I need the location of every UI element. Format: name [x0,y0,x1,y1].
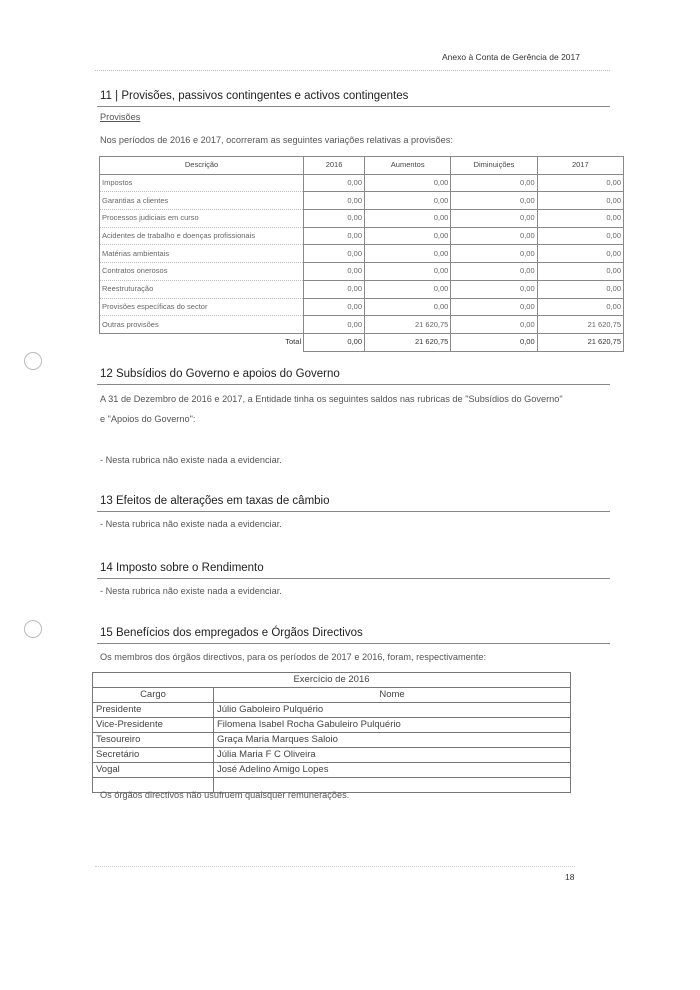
provision-value: 0,00 [304,192,365,210]
provision-value: 21 620,75 [365,316,451,334]
section-15-rule [97,643,610,644]
col-header-description: Descrição [100,157,304,175]
section-11-intro: Nos períodos de 2016 e 2017, ocorreram as seguintes variações relativas a provisões: [100,135,453,145]
section-12-rule [97,384,610,385]
board-members-table [92,672,571,793]
provisions-row [100,174,624,192]
punch-hole-mark [24,620,42,638]
board-member-row [93,733,571,748]
board-member-name: Graça Maria Marques Saloio [214,733,571,748]
section-12-note: - Nesta rubrica não existe nada a evidenciar. [100,455,282,465]
provision-value: 0,00 [304,245,365,263]
provision-value: 0,00 [365,227,451,245]
board-member-role: Tesoureiro [93,733,214,748]
section-13-title: 13 Efeitos de alterações em taxas de câmbio [100,495,330,507]
provision-value: 0,00 [537,210,623,228]
board-member-row [93,748,571,763]
provisions-header-row [100,157,624,175]
board-member-name: Júlio Gaboleiro Pulquério [214,703,571,718]
page-number: 18 [565,872,575,882]
provision-value: 0,00 [451,298,537,316]
board-caption-row [93,673,571,688]
provision-value: 0,00 [537,174,623,192]
header-divider [95,70,610,71]
provision-value: 0,00 [365,263,451,281]
col-header-name: Nome [214,688,571,703]
punch-hole-mark [24,352,42,370]
section-12-text-line2: e "Apoios do Governo": [100,414,196,424]
provision-value: 0,00 [365,174,451,192]
provision-description: Matérias ambientais [100,245,304,263]
provision-description: Processos judiciais em curso [100,210,304,228]
provision-value: 0,00 [304,316,365,334]
provision-value: 0,00 [451,192,537,210]
provision-value: 0,00 [451,227,537,245]
section-14-note: - Nesta rubrica não existe nada a evidenciar. [100,586,282,596]
provisions-row [100,245,624,263]
section-12-title: 12 Subsídios do Governo e apoios do Governo [100,368,340,380]
total-2016: 0,00 [304,333,365,351]
provisions-row [100,210,624,228]
provision-value: 0,00 [365,298,451,316]
provision-value: 0,00 [537,298,623,316]
board-caption: Exercício de 2016 [93,673,571,688]
footer-divider [95,866,575,867]
provisions-row [100,316,624,334]
section-11-subtitle: Provisões [100,112,141,122]
provision-value: 0,00 [451,263,537,281]
total-decreases: 0,00 [451,333,537,351]
provision-description: Contratos onerosos [100,263,304,281]
provision-value: 0,00 [304,227,365,245]
provision-description: Reestruturação [100,280,304,298]
provision-value: 0,00 [451,245,537,263]
provision-value: 0,00 [365,192,451,210]
board-member-role: Vogal [93,763,214,778]
board-header-row [93,688,571,703]
total-label: Total [100,333,304,351]
provision-value: 0,00 [304,210,365,228]
col-header-2016: 2016 [304,157,365,175]
provisions-total-row [100,333,624,351]
board-member-role: Secretário [93,748,214,763]
provision-value: 0,00 [537,192,623,210]
provision-value: 0,00 [304,174,365,192]
col-header-2017: 2017 [537,157,623,175]
provision-description: Acidentes de trabalho e doenças profissionais [100,227,304,245]
board-member-role: Vice-Presidente [93,718,214,733]
provisions-table [99,156,624,352]
provision-value: 0,00 [537,227,623,245]
provision-description: Impostos [100,174,304,192]
section-15-title: 15 Benefícios dos empregados e Órgãos Directivos [100,627,363,639]
provision-value: 0,00 [537,280,623,298]
provision-value: 0,00 [304,280,365,298]
board-member-row [93,703,571,718]
section-11-rule [97,106,610,107]
provision-value: 0,00 [304,263,365,281]
provision-description: Outras provisões [100,316,304,334]
col-header-role: Cargo [93,688,214,703]
section-15-intro: Os membros dos órgãos directivos, para os períodos de 2017 e 2016, foram, respectivamente: [100,652,487,662]
provision-value: 0,00 [451,210,537,228]
provisions-row [100,227,624,245]
board-member-row [93,763,571,778]
section-11-title: 11 | Provisões, passivos contingentes e activos contingentes [100,90,409,102]
provision-value: 0,00 [365,280,451,298]
board-member-name: José Adelino Amigo Lopes [214,763,571,778]
total-2017: 21 620,75 [537,333,623,351]
board-member-row [93,718,571,733]
provision-value: 0,00 [537,263,623,281]
provision-value: 0,00 [451,280,537,298]
provisions-row [100,298,624,316]
provision-value: 0,00 [304,298,365,316]
col-header-decreases: Diminuições [451,157,537,175]
board-member-name: Filomena Isabel Rocha Gabuleiro Pulquério [214,718,571,733]
section-12-text-line1: A 31 de Dezembro de 2016 e 2017, a Entidade tinha os seguintes saldos nas rubricas de "Subsídios do Governo" [100,394,563,404]
section-15-closing: Os órgãos directivos não usufruem quaisquer remunerações. [100,790,350,800]
provisions-row [100,263,624,281]
provision-value: 0,00 [365,245,451,263]
document-header: Anexo à Conta de Gerência de 2017 [442,52,580,62]
total-increases: 21 620,75 [365,333,451,351]
board-member-role: Presidente [93,703,214,718]
provision-value: 0,00 [365,210,451,228]
provision-description: Provisões específicas do sector [100,298,304,316]
section-14-rule [97,578,610,579]
board-member-name: Júlia Maria F C Oliveira [214,748,571,763]
section-14-title: 14 Imposto sobre o Rendimento [100,562,264,574]
section-13-note: - Nesta rubrica não existe nada a evidenciar. [100,519,282,529]
section-13-rule [97,511,610,512]
provision-value: 21 620,75 [537,316,623,334]
provision-value: 0,00 [537,245,623,263]
col-header-increases: Aumentos [365,157,451,175]
provisions-row [100,280,624,298]
provision-description: Garantias a clientes [100,192,304,210]
provision-value: 0,00 [451,174,537,192]
provision-value: 0,00 [451,316,537,334]
provisions-row [100,192,624,210]
